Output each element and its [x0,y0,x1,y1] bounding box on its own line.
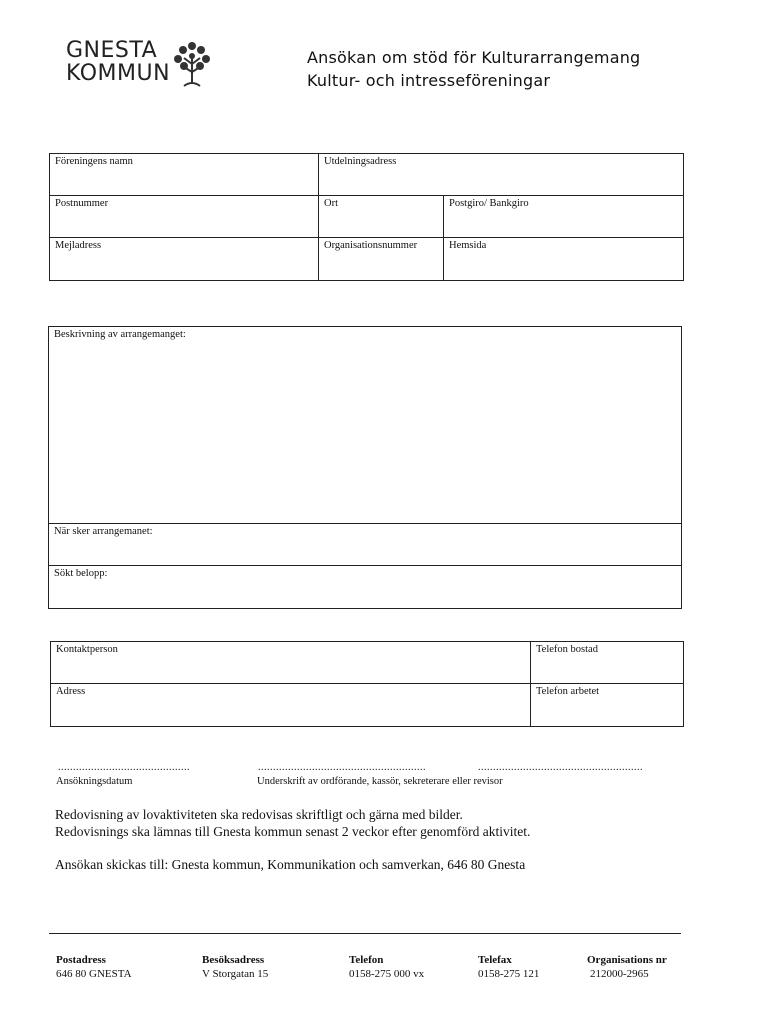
ort-label: Ort [324,198,338,209]
gnesta-kommun-logo [66,40,216,98]
telefon-arbetet-field[interactable] [531,683,681,725]
signature-line-2[interactable]: ....................................................... [478,762,643,773]
footer-value: 212000-2965 [590,968,649,980]
footer-heading: Postadress [56,954,106,966]
footer-telefax [478,953,539,981]
hemsida-label: Hemsida [449,240,487,251]
footer-telefon [349,953,424,981]
postnummer-label: Postnummer [55,198,109,209]
tree-logo-icon [172,40,212,88]
utdelningsadress-field[interactable] [319,153,681,195]
footer-value: V Storgatan 15 [202,968,269,980]
footer-divider [49,933,681,934]
postnummer-field[interactable] [50,195,318,237]
ansokningsdatum-label: Ansökningsdatum [56,776,133,787]
ort-field[interactable] [319,195,443,237]
logo-line-1: GNESTA [66,38,158,63]
mejladress-field[interactable] [50,237,318,279]
organisationsnummer-field[interactable] [319,237,443,279]
adress-field[interactable] [51,683,530,725]
footer-heading: Besöksadress [202,954,265,966]
beskrivning-label: Beskrivning av arrangemanget: [54,329,186,340]
postgiro-field[interactable] [444,195,681,237]
footer-heading: Telefax [478,954,512,966]
info-line-2: Redovisnings ska lämnas till Gnesta kommun senast 2 veckor efter genomförd aktivitet. [55,824,531,839]
utdelningsadress-label: Utdelningsadress [324,156,397,167]
telefon-bostad-field[interactable] [531,641,681,683]
mejladress-label: Mejladress [55,240,102,251]
form-title-line-2: Kultur- och intresseföreningar [307,71,551,90]
nar-sker-field[interactable] [49,523,680,565]
footer-value: 0158-275 000 vx [349,968,425,980]
footer-heading: Telefon [349,954,384,966]
date-signature-line[interactable]: ............................................ [58,762,190,773]
info-line-3: Ansökan skickas till: Gnesta kommun, Kommunikation och samverkan, 646 80 Gnesta [55,857,526,872]
footer-value: 646 80 GNESTA [56,968,132,980]
footer-postadress [56,953,132,981]
telefon-arbetet-label: Telefon arbetet [536,686,600,697]
logo-text [66,40,170,86]
postgiro-label: Postgiro/ Bankgiro [449,198,529,209]
nar-sker-label: När sker arrangemanet: [54,526,153,537]
beskrivning-field[interactable] [49,326,680,523]
footer-besoksadress [202,953,268,981]
sokt-belopp-field[interactable] [49,565,680,607]
sokt-belopp-label: Sökt belopp: [54,568,108,579]
form-title [307,46,640,92]
kontaktperson-field[interactable] [51,641,530,683]
adress-label: Adress [56,686,86,697]
signature-line-1[interactable]: ........................................................ [258,762,426,773]
form-title-line-1: Ansökan om stöd för Kulturarrangemang [307,48,641,67]
footer-heading: Organisations nr [587,954,667,966]
underskrift-label: Underskrift av ordförande, kassör, sekreterare eller revisor [257,776,503,787]
kontaktperson-label: Kontaktperson [56,644,118,655]
footer-organisationsnr [587,953,667,981]
foreningens-namn-field[interactable] [50,153,318,195]
hemsida-field[interactable] [444,237,681,279]
logo-line-2: KOMMUN [66,61,171,86]
foreningens-namn-label: Föreningens namn [55,156,133,167]
telefon-bostad-label: Telefon bostad [536,644,598,655]
organisationsnummer-label: Organisationsnummer [324,240,418,251]
info-line-1: Redovisning av lovaktiviteten ska redovisas skriftligt och gärna med bilder. [55,807,463,822]
footer-value: 0158-275 121 [478,968,540,980]
